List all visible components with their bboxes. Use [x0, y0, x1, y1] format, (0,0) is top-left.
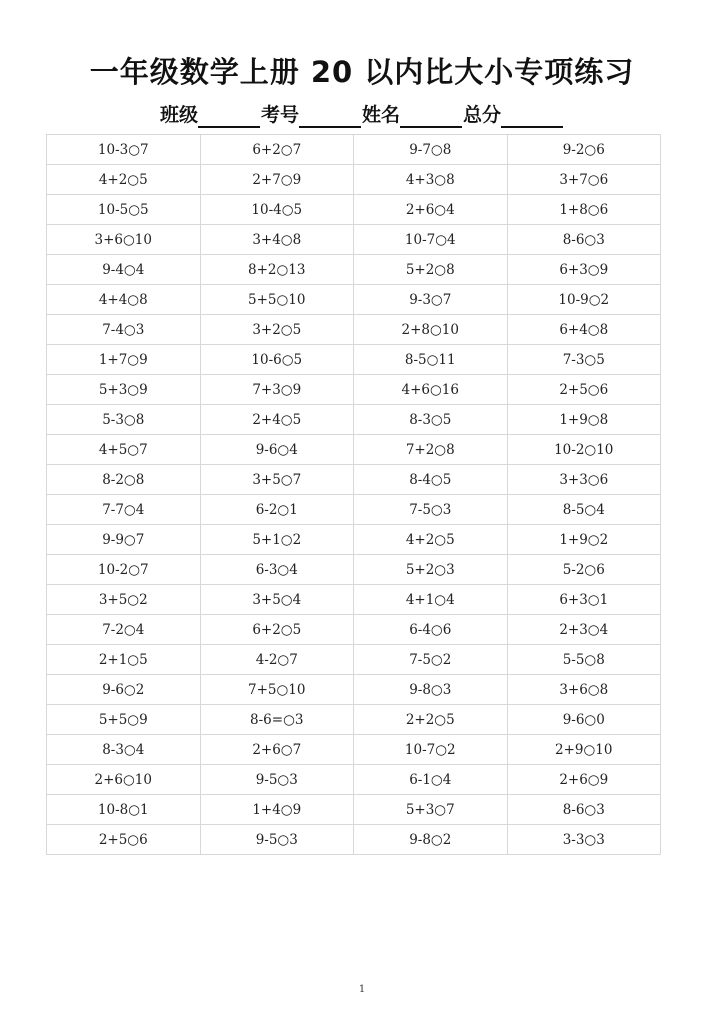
exercise-cell[interactable]: 4+6○16: [354, 375, 508, 405]
table-row: [47, 735, 661, 765]
table-row: [47, 225, 661, 255]
table-row: [47, 345, 661, 375]
table-row: [47, 405, 661, 435]
exercise-cell[interactable]: 5+5○10: [200, 285, 354, 315]
exercise-cell[interactable]: 1+9○8: [507, 405, 661, 435]
exercise-cell[interactable]: 3+3○6: [507, 465, 661, 495]
exercise-cell[interactable]: 6-3○4: [200, 555, 354, 585]
name-field: [362, 102, 463, 128]
exercise-cell[interactable]: 4-2○7: [200, 645, 354, 675]
exercise-cell[interactable]: 4+4○8: [47, 285, 201, 315]
exercise-cell[interactable]: 2+6○9: [507, 765, 661, 795]
exercise-cell[interactable]: 4+1○4: [354, 585, 508, 615]
exercise-cell[interactable]: 3+4○8: [200, 225, 354, 255]
exercise-cell[interactable]: 4+2○5: [47, 165, 201, 195]
exercise-cell[interactable]: 3+6○8: [507, 675, 661, 705]
exam-number-blank[interactable]: [299, 106, 361, 128]
exercise-cell[interactable]: 8-5○11: [354, 345, 508, 375]
table-row: [47, 615, 661, 645]
exercise-cell[interactable]: 5-2○6: [507, 555, 661, 585]
exercise-cell[interactable]: 5+2○8: [354, 255, 508, 285]
table-row: [47, 555, 661, 585]
exercise-cell[interactable]: 9-8○2: [354, 825, 508, 855]
table-row: [47, 525, 661, 555]
table-row: [47, 315, 661, 345]
exercise-cell[interactable]: 5+3○7: [354, 795, 508, 825]
exercise-cell[interactable]: 5-3○8: [47, 405, 201, 435]
exercise-cell[interactable]: 6+3○9: [507, 255, 661, 285]
exercise-cell[interactable]: 10-4○5: [200, 195, 354, 225]
table-row: [47, 465, 661, 495]
exercise-cell[interactable]: 5+2○3: [354, 555, 508, 585]
exercise-cell[interactable]: 8-5○4: [507, 495, 661, 525]
exam-number-field: [261, 102, 362, 128]
exercise-cell[interactable]: 3+6○10: [47, 225, 201, 255]
exercise-cell[interactable]: 10-3○7: [47, 135, 201, 165]
exercise-cell[interactable]: 3+5○2: [47, 585, 201, 615]
exercise-cell[interactable]: 6-4○6: [354, 615, 508, 645]
exercise-cell[interactable]: 9-3○7: [354, 285, 508, 315]
exercise-cell[interactable]: 10-5○5: [47, 195, 201, 225]
exercise-cell[interactable]: 8-6○3: [507, 225, 661, 255]
table-row: [47, 825, 661, 855]
table-row: [47, 585, 661, 615]
exercise-cell[interactable]: 2+6○4: [354, 195, 508, 225]
exercise-cell[interactable]: 7+3○9: [200, 375, 354, 405]
exercise-cell[interactable]: 8-2○8: [47, 465, 201, 495]
exercise-cell[interactable]: 6+3○1: [507, 585, 661, 615]
exercise-cell[interactable]: 9-7○8: [354, 135, 508, 165]
exercise-cell[interactable]: 5+3○9: [47, 375, 201, 405]
exercise-cell[interactable]: 9-2○6: [507, 135, 661, 165]
exercise-cell[interactable]: 1+4○9: [200, 795, 354, 825]
exercise-cell[interactable]: 1+7○9: [47, 345, 201, 375]
table-row: [47, 165, 661, 195]
exercise-cell[interactable]: 9-6○0: [507, 705, 661, 735]
exercise-cell[interactable]: 1+8○6: [507, 195, 661, 225]
exercise-cell[interactable]: 5+1○2: [200, 525, 354, 555]
exercise-cell[interactable]: 3+5○7: [200, 465, 354, 495]
exam-number-label: 考号: [260, 104, 299, 126]
exercise-cell[interactable]: 8-4○5: [354, 465, 508, 495]
exercise-cell[interactable]: 2+4○5: [200, 405, 354, 435]
exercise-cell[interactable]: 2+5○6: [507, 375, 661, 405]
exercise-cell[interactable]: 3+5○4: [200, 585, 354, 615]
table-row: [47, 645, 661, 675]
exercise-cell[interactable]: 7-4○3: [47, 315, 201, 345]
exercise-cell[interactable]: 7-2○4: [47, 615, 201, 645]
exercise-cell[interactable]: 3+7○6: [507, 165, 661, 195]
table-row: [47, 495, 661, 525]
exercise-cell[interactable]: 3+2○5: [200, 315, 354, 345]
exercise-cell[interactable]: 8-6○3: [507, 795, 661, 825]
class-blank[interactable]: [198, 106, 260, 128]
class-label: 班级: [159, 104, 198, 126]
exercise-cell[interactable]: 5+5○9: [47, 705, 201, 735]
exercise-cell[interactable]: 6-1○4: [354, 765, 508, 795]
exercise-cell[interactable]: 7-7○4: [47, 495, 201, 525]
exercise-cell[interactable]: 9-8○3: [354, 675, 508, 705]
exercise-cell[interactable]: 8-6=○3: [200, 705, 354, 735]
exercise-cell[interactable]: 4+5○7: [47, 435, 201, 465]
table-row: [47, 435, 661, 465]
table-row: [47, 135, 661, 165]
exercise-cell[interactable]: 10-2○7: [47, 555, 201, 585]
exercise-cell[interactable]: 9-6○4: [200, 435, 354, 465]
exercise-cell[interactable]: 9-5○3: [200, 765, 354, 795]
exercise-cell[interactable]: 7-5○3: [354, 495, 508, 525]
exercise-cell[interactable]: 5-5○8: [507, 645, 661, 675]
exercise-cell[interactable]: 2+3○4: [507, 615, 661, 645]
exercise-cell[interactable]: 6+4○8: [507, 315, 661, 345]
exercise-cell[interactable]: 10-2○10: [507, 435, 661, 465]
comparison-exercise-table: [46, 134, 661, 855]
table-row: [47, 705, 661, 735]
exercise-cell[interactable]: 2+2○5: [354, 705, 508, 735]
total-score-field: [463, 102, 564, 128]
exercise-cell[interactable]: 7-5○2: [354, 645, 508, 675]
name-blank[interactable]: [400, 106, 462, 128]
exercise-cell[interactable]: 1+9○2: [507, 525, 661, 555]
exercise-cell[interactable]: 8+2○13: [200, 255, 354, 285]
exercise-cell[interactable]: 2+8○10: [354, 315, 508, 345]
exercise-cell[interactable]: 8-3○4: [47, 735, 201, 765]
exercise-cell[interactable]: 10-7○4: [354, 225, 508, 255]
exercise-cell[interactable]: 10-8○1: [47, 795, 201, 825]
exercise-cell[interactable]: 10-7○2: [354, 735, 508, 765]
exercise-cell[interactable]: 9-6○2: [47, 675, 201, 705]
table-row: [47, 255, 661, 285]
exercise-cell[interactable]: 2+6○10: [47, 765, 201, 795]
table-row: [47, 285, 661, 315]
exercise-cell[interactable]: 9-4○4: [47, 255, 201, 285]
exercise-cell[interactable]: 2+6○7: [200, 735, 354, 765]
exercise-cell[interactable]: 3-3○3: [507, 825, 661, 855]
student-info-line: [0, 102, 724, 128]
exercise-cell[interactable]: 7+2○8: [354, 435, 508, 465]
table-row: [47, 195, 661, 225]
name-label: 姓名: [362, 104, 401, 126]
exercise-cell[interactable]: 2+5○6: [47, 825, 201, 855]
exercise-cell[interactable]: 10-6○5: [200, 345, 354, 375]
exercise-cell[interactable]: 9-9○7: [47, 525, 201, 555]
table-row: [47, 375, 661, 405]
table-row: [47, 765, 661, 795]
exercise-cell[interactable]: 8-3○5: [354, 405, 508, 435]
exercise-cell[interactable]: 4+2○5: [354, 525, 508, 555]
class-field: [160, 102, 261, 128]
exercise-cell[interactable]: 6-2○1: [200, 495, 354, 525]
total-score-blank[interactable]: [501, 106, 563, 128]
exercise-cell[interactable]: 2+9○10: [507, 735, 661, 765]
exercise-table-body: [47, 135, 661, 855]
total-score-label: 总分: [463, 104, 502, 126]
exercise-cell[interactable]: 9-5○3: [200, 825, 354, 855]
table-row: [47, 675, 661, 705]
exercise-cell[interactable]: 2+1○5: [47, 645, 201, 675]
page-number: 1: [358, 984, 366, 995]
exercise-cell[interactable]: 6+2○5: [200, 615, 354, 645]
worksheet-title: 一年级数学上册 20 以内比大小专项练习: [89, 55, 635, 89]
exercise-cell[interactable]: 7-3○5: [507, 345, 661, 375]
exercise-cell[interactable]: 4+3○8: [354, 165, 508, 195]
table-row: [47, 795, 661, 825]
exercise-cell[interactable]: 2+7○9: [200, 165, 354, 195]
exercise-cell[interactable]: 10-9○2: [507, 285, 661, 315]
exercise-cell[interactable]: 6+2○7: [200, 135, 354, 165]
exercise-cell[interactable]: 7+5○10: [200, 675, 354, 705]
